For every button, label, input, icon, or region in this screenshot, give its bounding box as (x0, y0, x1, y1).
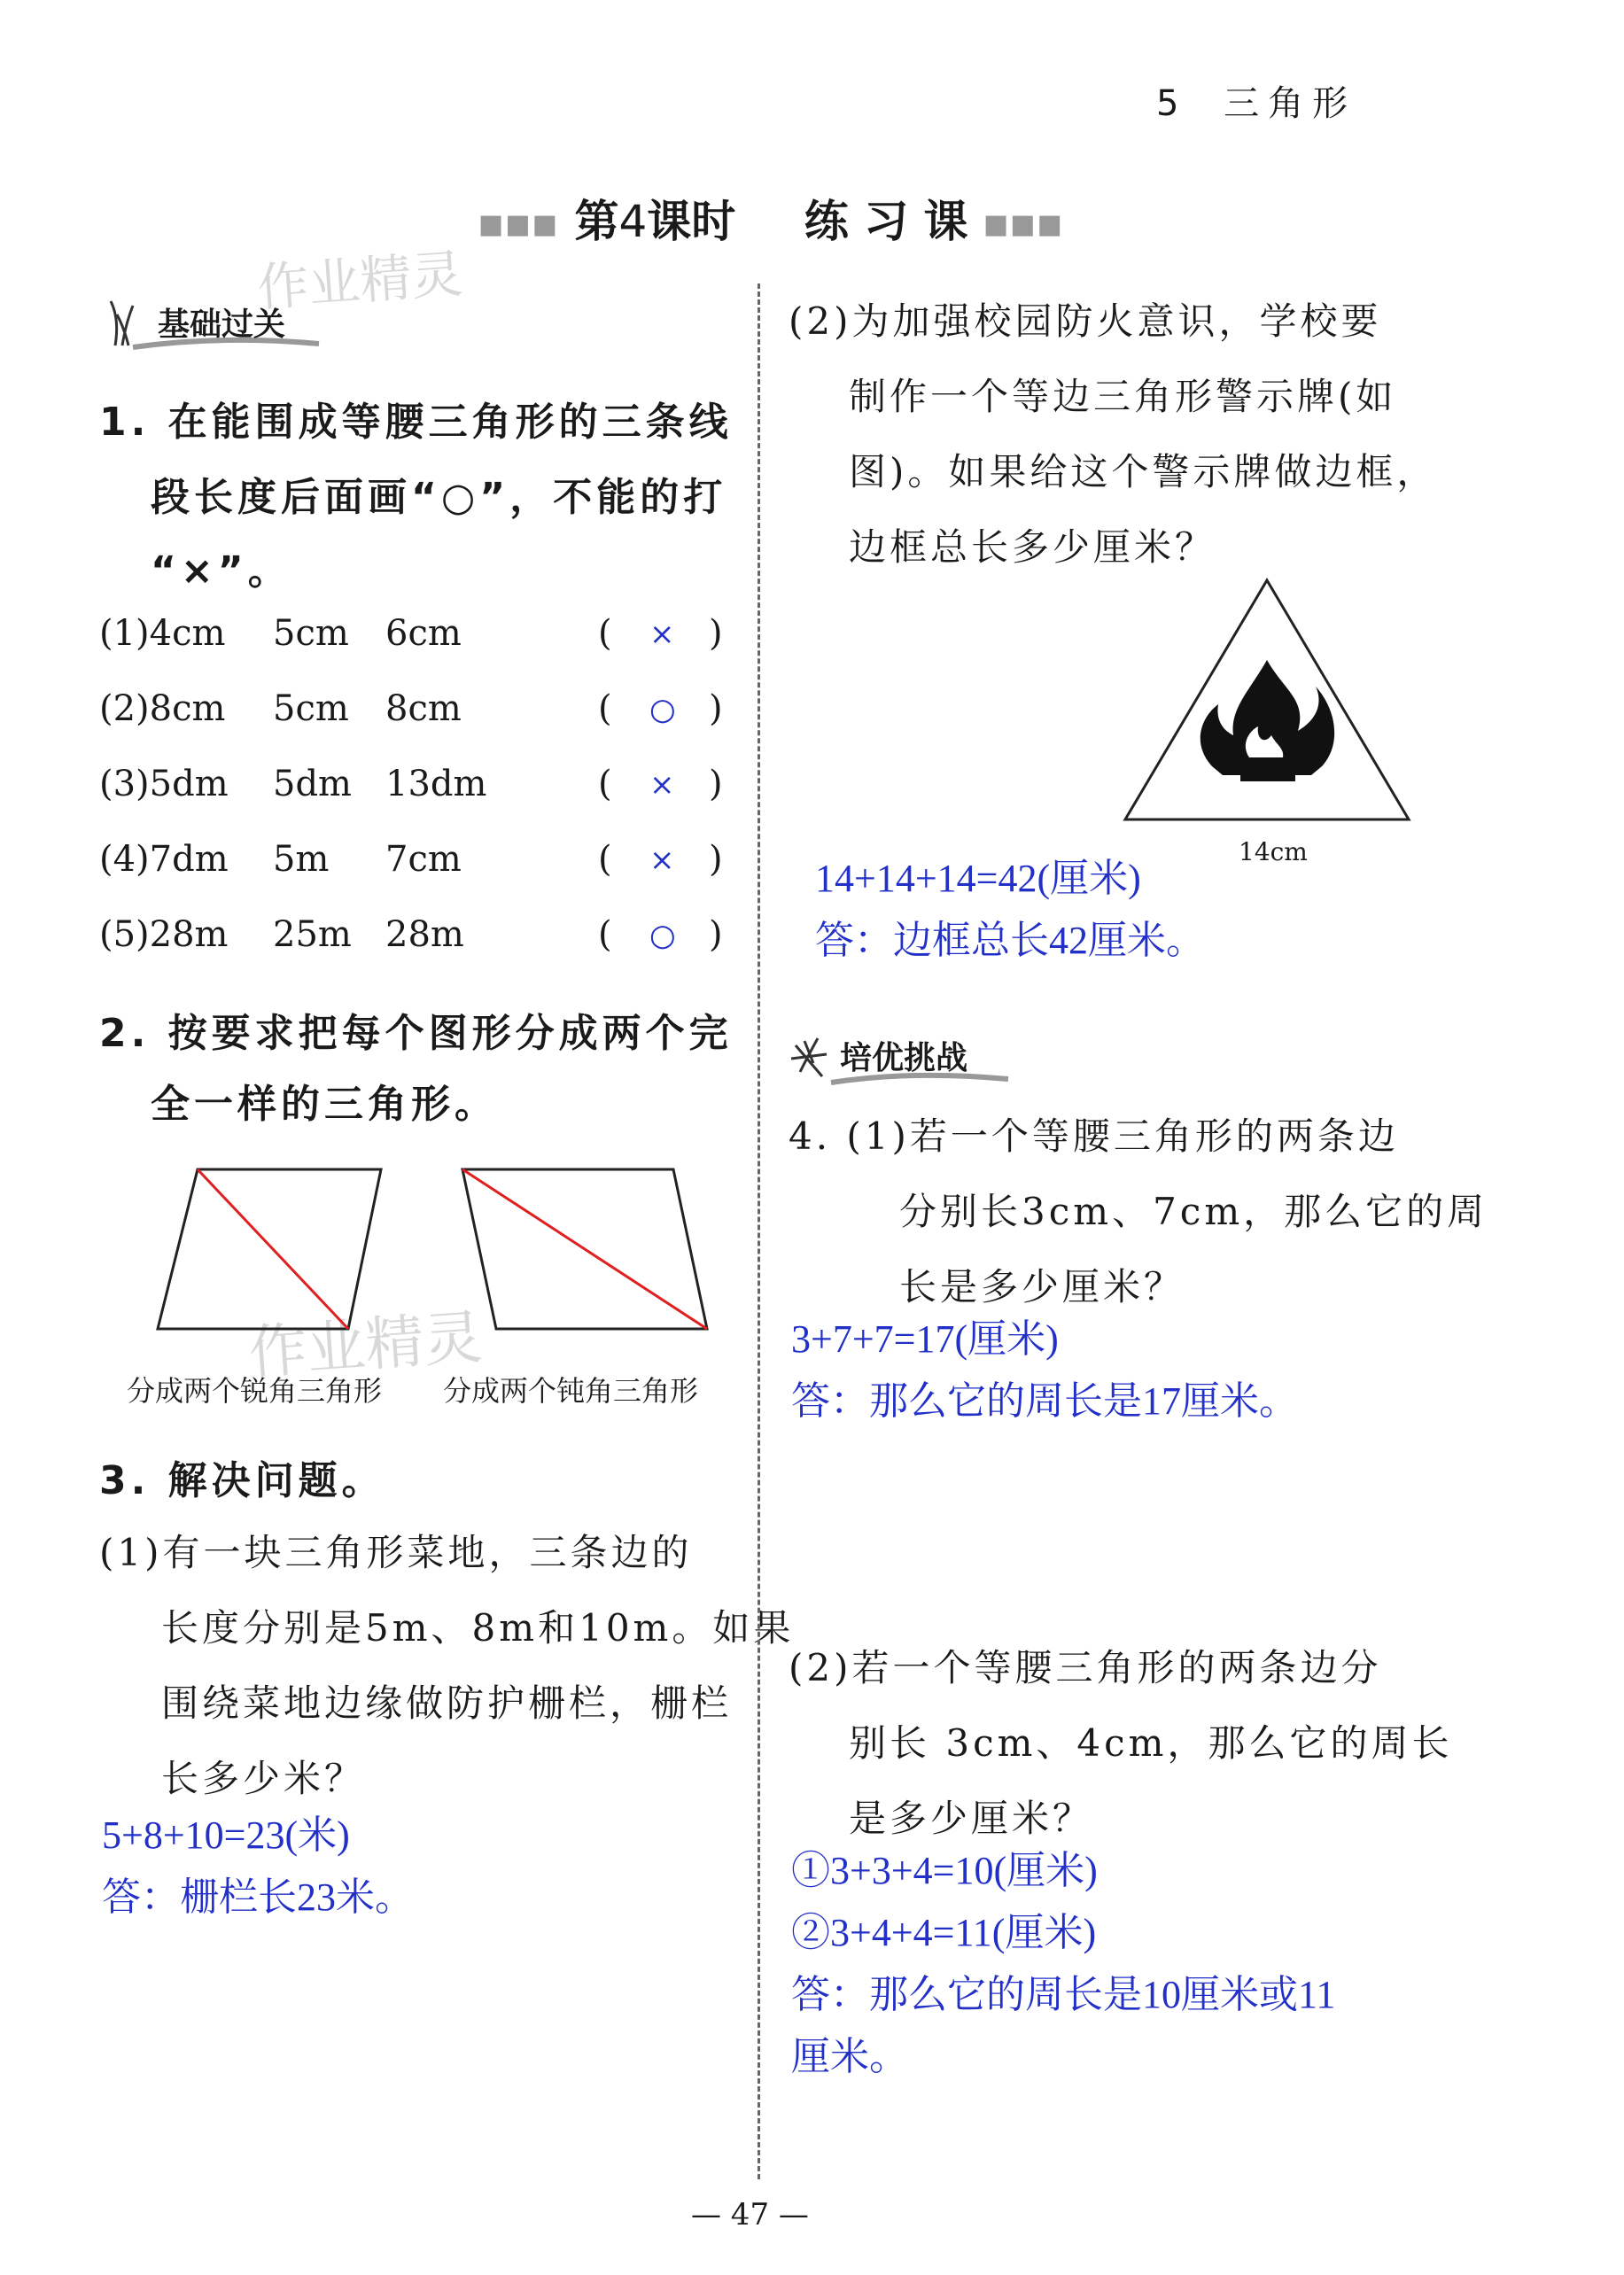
q3-p1-answer-line1: 5+8+10=23(米) (102, 1813, 350, 1857)
title-di: 第 (574, 196, 619, 247)
q4-p1-line1 (789, 1107, 1399, 1161)
q2-caption-acute: 分成两个锐角三角形 (127, 1374, 383, 1408)
q3-p2-line1: (2)为加强校园防火意识，学校要 (789, 299, 1382, 343)
q2-figures (151, 1152, 789, 1355)
q1-line2: 段长度后面画“○”，不能的打 (151, 475, 727, 520)
q1-answer-mark: ○ (649, 918, 676, 953)
q4-p2-answer-line1: ①3+3+4=10(厘米) (791, 1849, 1098, 1892)
q4-p2-answer-line2: ②3+4+4=11(厘米) (791, 1911, 1097, 1954)
q1-line1: 1. 在能围成等腰三角形的三条线 (99, 400, 733, 445)
answer-paren-left: ( (598, 839, 612, 880)
section-badge-basic (97, 292, 328, 346)
cut-line-obtuse (462, 1169, 707, 1329)
q1-option-length-c: 28m (385, 914, 464, 955)
q1-option-length-c: 6cm (385, 613, 462, 654)
answer-paren-right: ) (709, 688, 723, 729)
q3-p2-line2: 制作一个等边三角形警示牌(如 (849, 375, 1397, 418)
q1-option-length-b: 25m (273, 914, 352, 955)
figure-label-14cm: 14cm (1239, 837, 1308, 866)
page-number: — 47 — (691, 2197, 809, 2232)
title-dots-right: ■■■ (983, 209, 1064, 240)
q4-p2-line2: 别长 3cm、4cm，那么它的周长 (849, 1721, 1453, 1765)
cut-line-acute (198, 1169, 348, 1329)
section-title-basic: 基础过关 (158, 307, 286, 343)
q3-p1-line1: (1)有一块三角形菜地，三条边的 (99, 1531, 693, 1574)
q1-option-label: (3)5dm (99, 764, 229, 804)
q1-option-label: (1)4cm (99, 613, 226, 654)
chapter-header (1156, 75, 1356, 126)
answer-paren-left: ( (598, 764, 612, 804)
q4-p2-line3: 是多少厘米？ (849, 1797, 1094, 1840)
q4-p2-line1: (2)若一个等腰三角形的两条边分 (789, 1646, 1382, 1689)
q4-p2-answer-line3: 答：那么它的周长是10厘米或11 (791, 1973, 1336, 2016)
q1-option-length-c: 7cm (385, 839, 462, 880)
column-divider (758, 283, 760, 2179)
q4-p1-answer-line2: 答：那么它的周长是17厘米。 (791, 1379, 1298, 1423)
answer-paren-left: ( (598, 688, 612, 729)
q1-option-length-c: 8cm (385, 688, 462, 729)
watermark: 作业精灵 (246, 1302, 485, 1388)
q1-option-length-c: 13dm (385, 764, 487, 804)
title-lianxike: 练 习 课 (804, 196, 968, 247)
parallelogram-acute (158, 1169, 381, 1329)
title-dots-left: ■■■ (478, 209, 560, 240)
q1-answer-mark: × (649, 767, 675, 803)
q3-p1-line3: 围绕菜地边缘做防护栅栏，栅栏 (161, 1681, 733, 1725)
q3-p1-line4: 长多少米？ (161, 1757, 366, 1800)
q3-title: 3. 解决问题。 (99, 1458, 385, 1503)
q4-p1-line2: 分别长3cm、7cm，那么它的周 (899, 1190, 1488, 1233)
q1-answer-mark: × (649, 842, 675, 878)
answer-paren-right: ) (709, 839, 723, 880)
q1-option-length-b: 5cm (273, 613, 349, 654)
q3-p1-line2: 长度分别是5m、8m和10m。如果 (161, 1606, 795, 1650)
q1-option-label: (2)8cm (99, 688, 226, 729)
q1-option-length-b: 5dm (273, 764, 352, 804)
q1-option-label: (5)28m (99, 914, 229, 955)
answer-paren-left: ( (598, 914, 612, 955)
q1-option-length-b: 5m (273, 839, 330, 880)
q2-line1: 2. 按要求把每个图形分成两个完 (99, 1011, 733, 1056)
q3-p2-line3: 图)。如果给这个警示牌做边框， (849, 450, 1438, 493)
title-keshi: 课时 (647, 196, 736, 247)
q1-line3: “×”。 (151, 548, 291, 594)
answer-paren-right: ) (709, 764, 723, 804)
q3-p2-answer-line1: 14+14+14=42(厘米) (815, 857, 1141, 900)
watermark: 作业精灵 (255, 243, 465, 318)
q1-answer-mark: ○ (649, 692, 676, 727)
lesson-title (478, 186, 1064, 250)
q1-option-length-b: 5cm (273, 688, 349, 729)
q2-caption-obtuse: 分成两个钝角三角形 (443, 1374, 699, 1408)
q3-p2-answer-line2: 答：边框总长42厘米。 (815, 919, 1205, 962)
q2-line2: 全一样的三角形。 (151, 1082, 498, 1127)
q4-p1-line1-text: 4. (1)若一个等腰三角形的两条边 (789, 1114, 1399, 1158)
q3-p2-line4: 边框总长多少厘米？ (849, 525, 1216, 569)
section-title-challenge: 培优挑战 (840, 1040, 968, 1076)
answer-paren-left: ( (598, 613, 612, 654)
q1-option-label: (4)7dm (99, 839, 229, 880)
answer-paren-right: ) (709, 613, 723, 654)
warning-sign-figure (1116, 576, 1418, 824)
q4-p1-answer-line1: 3+7+7=17(厘米) (791, 1317, 1059, 1361)
section-badge-challenge (787, 1028, 1017, 1081)
q4-p2-answer-line4: 厘米。 (791, 2035, 908, 2078)
q4-p1-line3: 长是多少厘米？ (899, 1265, 1185, 1308)
chapter-title: 三角形 (1224, 83, 1357, 124)
q3-p1-answer-line2: 答：栅栏长23米。 (102, 1875, 414, 1919)
answer-paren-right: ) (709, 914, 723, 955)
title-num: 4 (618, 196, 648, 247)
q1-answer-mark: × (649, 617, 675, 652)
chapter-number: 5 (1156, 83, 1188, 124)
